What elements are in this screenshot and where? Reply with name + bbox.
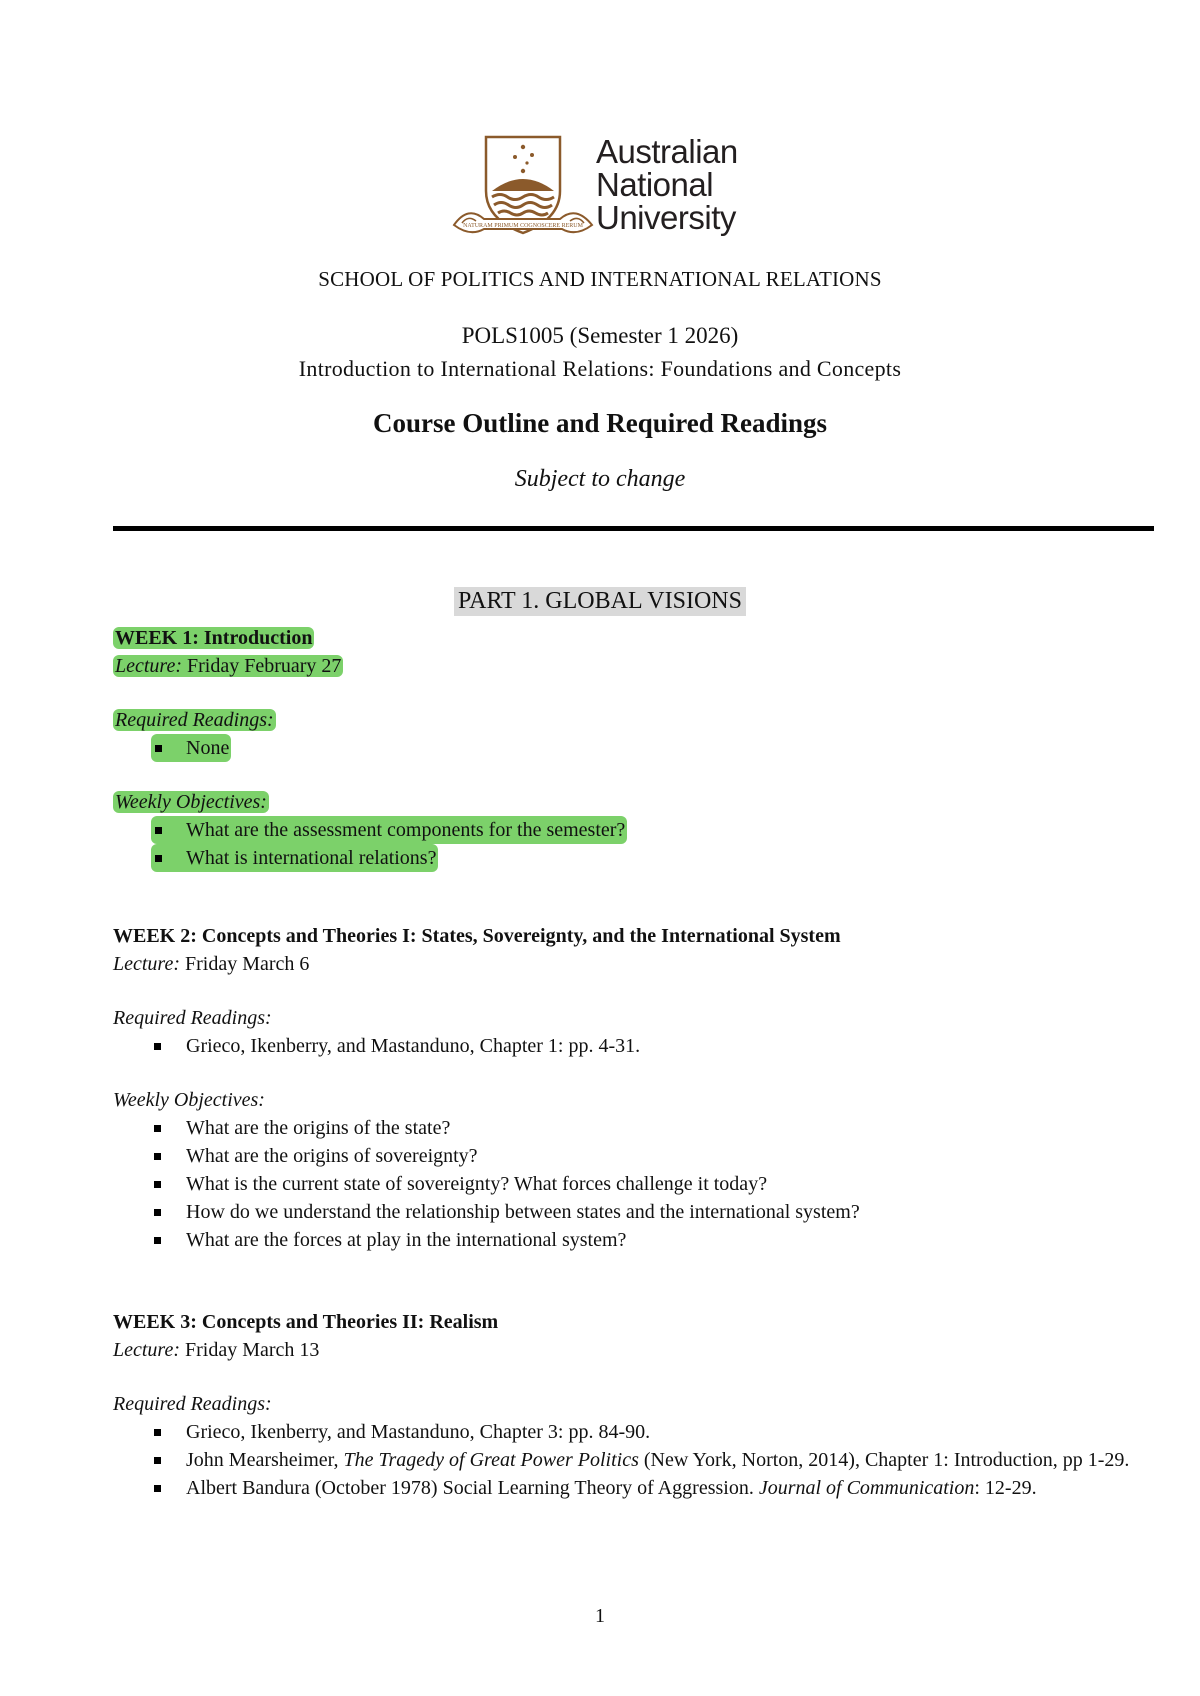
list-item: How do we understand the relationship between states and the international system? bbox=[113, 1198, 1173, 1226]
list-item: What is the current state of sovereignty? What forces challenge it today? bbox=[113, 1170, 1173, 1198]
part-heading: PART 1. GLOBAL VISIONS bbox=[454, 587, 746, 616]
week-1-readings-list bbox=[113, 734, 1173, 762]
week-1-objectives-list bbox=[113, 816, 1173, 872]
reading-author: Albert Bandura (October 1978) Social Learning Theory of Aggression. bbox=[186, 1477, 759, 1499]
lecture-label: Lecture: bbox=[115, 655, 183, 677]
horizontal-rule bbox=[113, 526, 1154, 531]
week-2-readings-label: Required Readings: bbox=[113, 1007, 272, 1029]
week-1-heading: WEEK 1: Introduction bbox=[115, 627, 313, 649]
subject-to-change-note: Subject to change bbox=[514, 466, 686, 492]
lecture-date: Friday February 27 bbox=[182, 655, 342, 677]
reading-details: : 12-29. bbox=[974, 1477, 1037, 1499]
anu-logo bbox=[448, 133, 768, 243]
list-item: What are the origins of the state? bbox=[113, 1114, 1173, 1142]
list-item bbox=[151, 734, 231, 762]
week-1-objectives-label: Weekly Objectives: bbox=[115, 791, 267, 813]
week-2-section bbox=[113, 922, 1173, 1254]
lecture-date: Friday March 6 bbox=[180, 953, 310, 975]
list-item bbox=[113, 1446, 1173, 1474]
week-1-section bbox=[113, 624, 1173, 872]
reading-author: John Mearsheimer, bbox=[186, 1449, 344, 1471]
reading-journal: Journal of Communication bbox=[758, 1477, 975, 1499]
wordmark-line-1: Australian bbox=[596, 133, 738, 170]
motto-text: NATURAM PRIMUM COGNOSCERE RERUM bbox=[463, 223, 583, 229]
objective-text: What are the assessment components for the semester? bbox=[151, 816, 627, 844]
university-wordmark bbox=[596, 135, 738, 234]
list-item bbox=[151, 844, 438, 872]
wordmark-line-3: University bbox=[596, 199, 736, 236]
list-item bbox=[113, 1474, 1173, 1502]
objective-text: What is international relations? bbox=[151, 844, 438, 872]
course-code: POLS1005 (Semester 1 2026) bbox=[461, 323, 739, 348]
reading-text: None bbox=[151, 734, 231, 762]
week-1-lecture bbox=[113, 655, 343, 677]
lecture-label: Lecture: bbox=[113, 1339, 181, 1361]
list-item: What are the forces at play in the international system? bbox=[113, 1226, 1173, 1254]
reading-book-title: The Tragedy of Great Power Politics bbox=[343, 1449, 639, 1471]
week-2-lecture bbox=[113, 950, 1173, 978]
week-1-readings-label: Required Readings: bbox=[115, 709, 274, 731]
week-2-heading: WEEK 2: Concepts and Theories I: States, Sovereignty, and the International System bbox=[113, 925, 841, 947]
list-item: Grieco, Ikenberry, and Mastanduno, Chapter 1: pp. 4-31. bbox=[113, 1032, 1173, 1060]
week-2-readings-list bbox=[113, 1032, 1173, 1060]
week-2-objectives-label: Weekly Objectives: bbox=[113, 1089, 265, 1111]
part-heading-wrapper bbox=[0, 587, 1200, 616]
wordmark-line-2: National bbox=[596, 166, 714, 203]
list-item: Grieco, Ikenberry, and Mastanduno, Chapter 3: pp. 84-90. bbox=[113, 1418, 1173, 1446]
week-3-lecture bbox=[113, 1336, 1173, 1364]
anu-crest-icon bbox=[448, 133, 598, 243]
list-item: What are the origins of sovereignty? bbox=[113, 1142, 1173, 1170]
lecture-date: Friday March 13 bbox=[180, 1339, 320, 1361]
course-title: Introduction to International Relations: Foundations and Concepts bbox=[298, 356, 902, 381]
reading-details: (New York, Norton, 2014), Chapter 1: Introduction, pp 1-29. bbox=[638, 1449, 1130, 1471]
week-3-section bbox=[113, 1308, 1173, 1502]
week-3-heading: WEEK 3: Concepts and Theories II: Realism bbox=[113, 1311, 499, 1333]
page-number: 1 bbox=[595, 1605, 605, 1627]
week-2-objectives-list bbox=[113, 1114, 1173, 1254]
lecture-label: Lecture: bbox=[113, 953, 181, 975]
list-item bbox=[151, 816, 627, 844]
document-title: Course Outline and Required Readings bbox=[372, 408, 828, 438]
school-name: SCHOOL OF POLITICS AND INTERNATIONAL RELATIONS bbox=[318, 267, 882, 291]
week-3-readings-list bbox=[113, 1418, 1173, 1502]
week-3-readings-label: Required Readings: bbox=[113, 1393, 272, 1415]
